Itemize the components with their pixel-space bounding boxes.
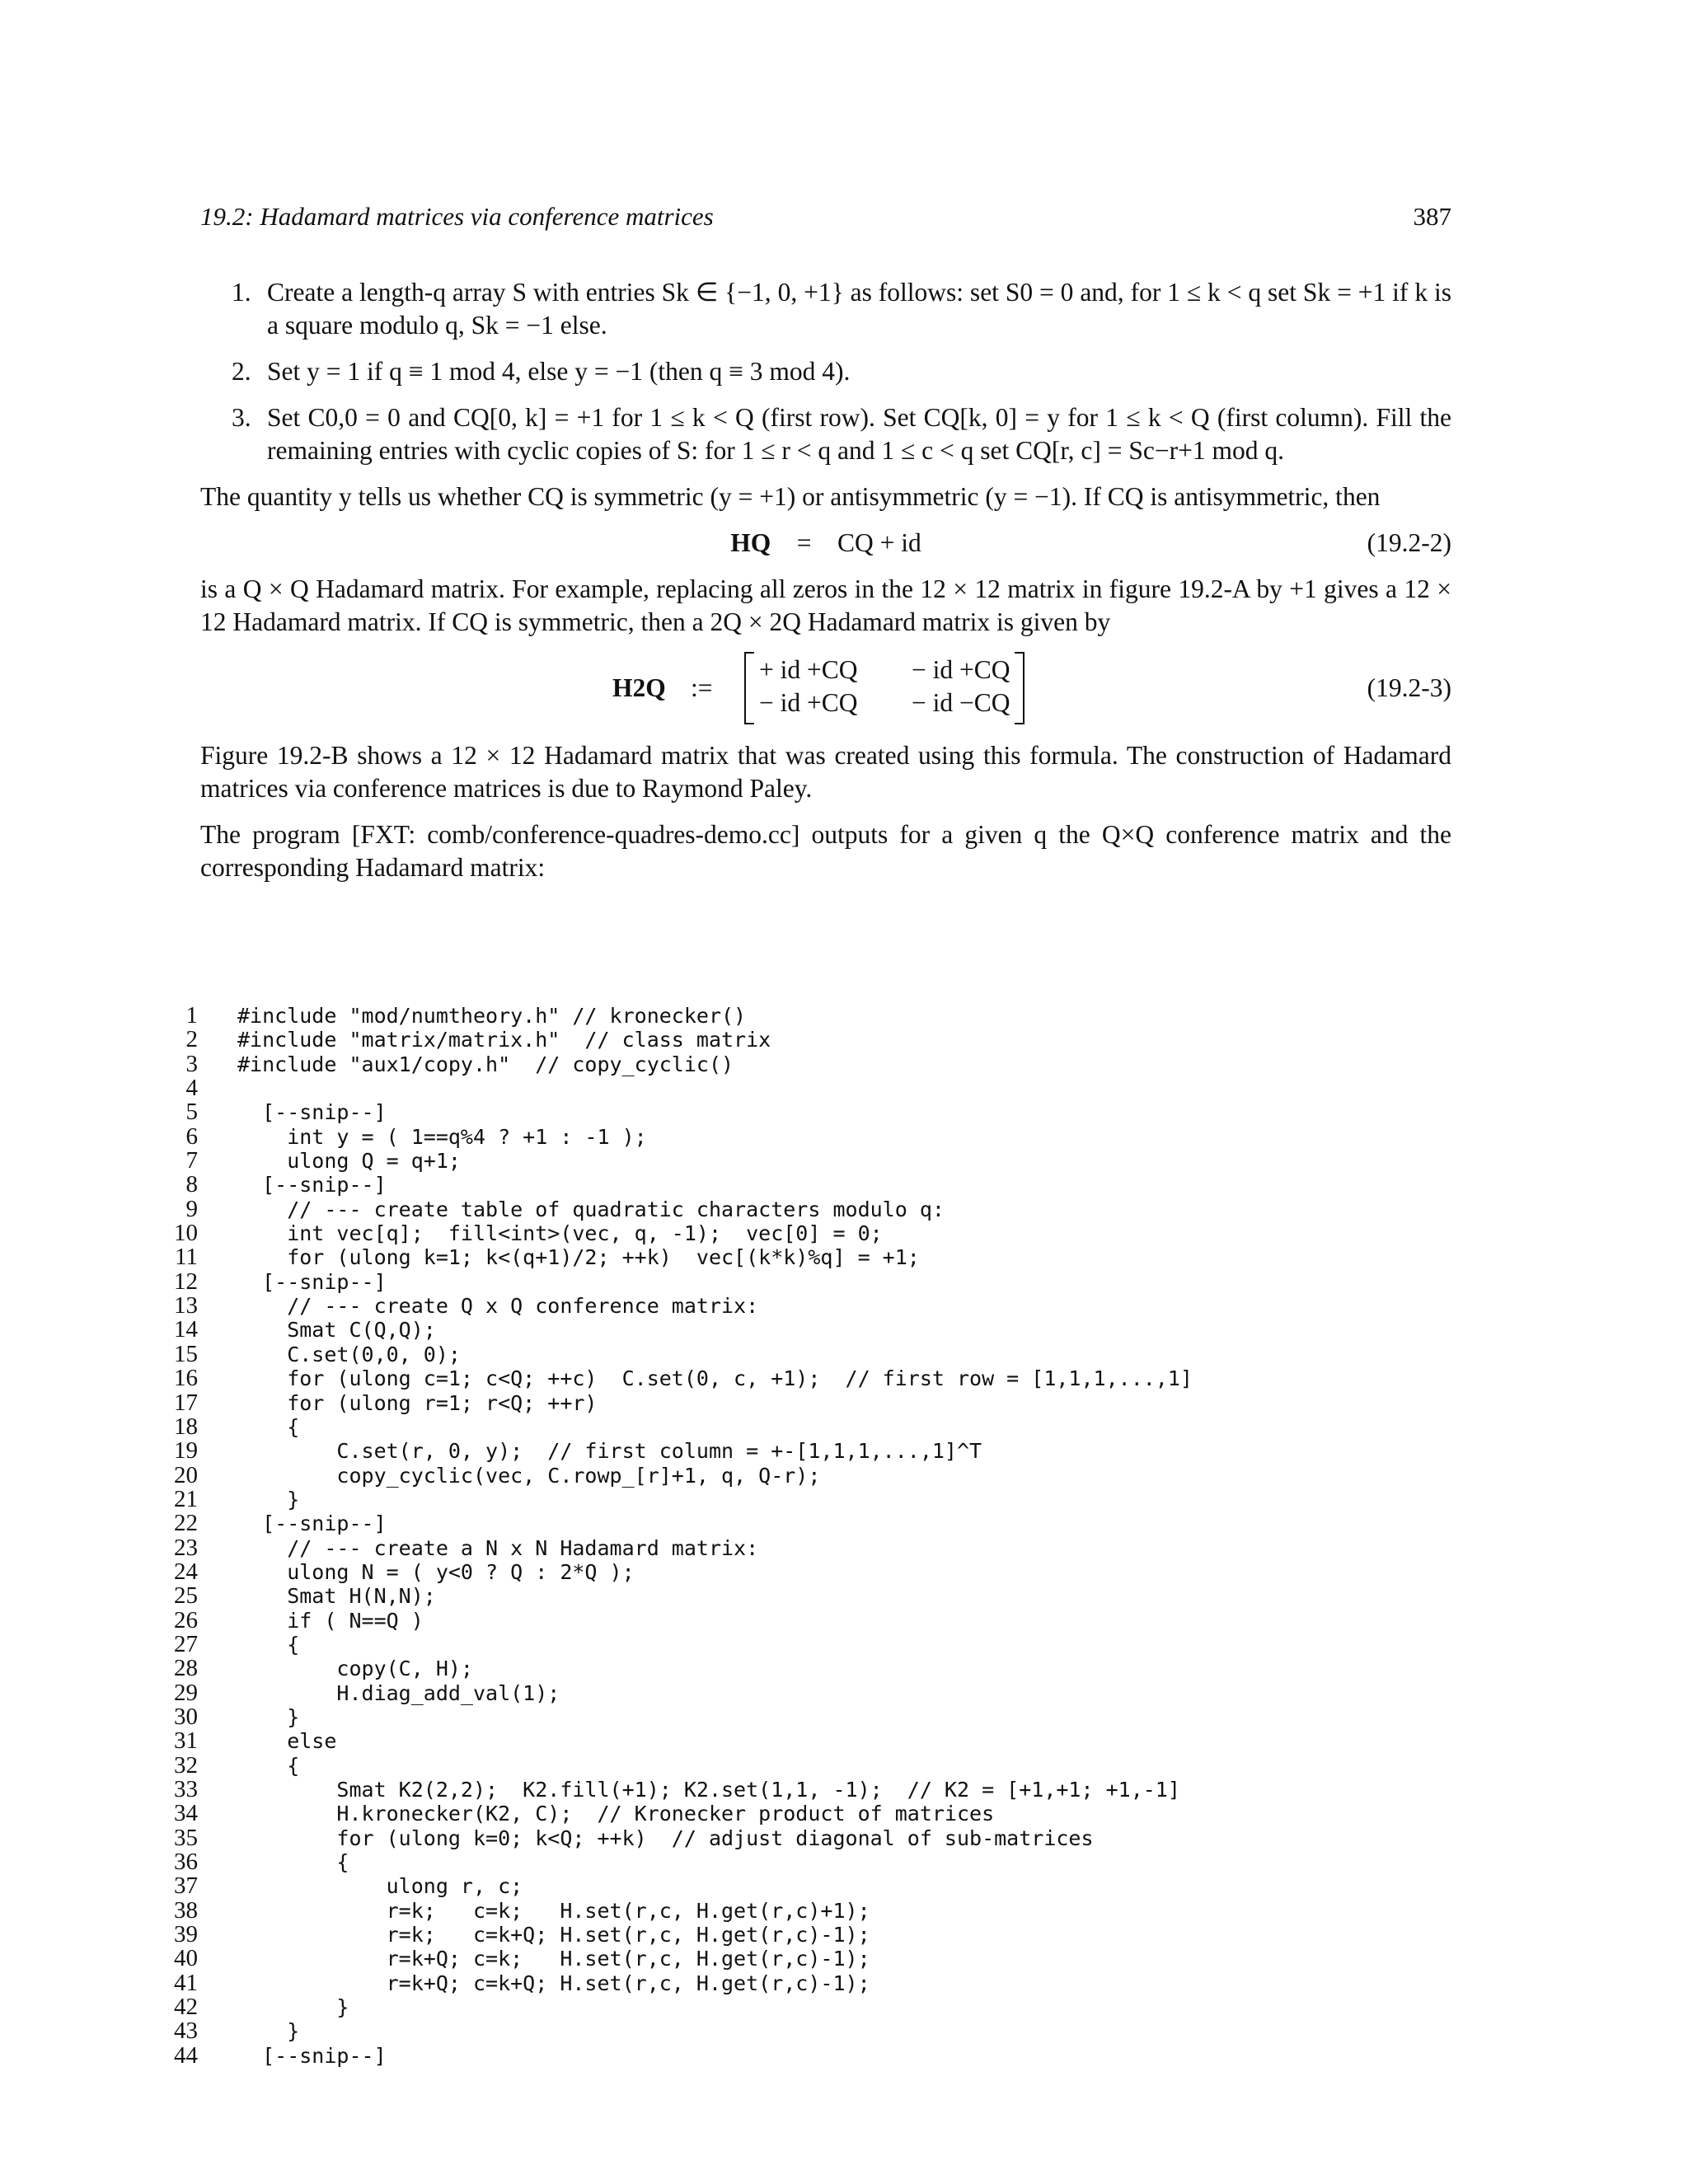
code-line bbox=[165, 1439, 1451, 1463]
code-line bbox=[165, 1149, 1451, 1173]
code-text: ulong r, c; bbox=[237, 1874, 523, 1899]
equation-19-2-3 bbox=[200, 652, 1451, 726]
code-text: { bbox=[237, 1414, 300, 1439]
line-number: 11 bbox=[175, 1244, 198, 1271]
code-line bbox=[165, 1584, 1451, 1608]
equation-relation: = bbox=[796, 528, 812, 557]
code-line bbox=[165, 1485, 1451, 1512]
code-text: H.kronecker(K2, C); // Kronecker product of matrices bbox=[237, 1802, 995, 1826]
code-line bbox=[165, 1100, 1451, 1124]
code-text: [--snip--] bbox=[237, 2043, 387, 2068]
line-number: 6 bbox=[185, 1122, 198, 1150]
code-text: { bbox=[237, 1850, 349, 1875]
code-line bbox=[165, 1896, 1451, 1924]
line-number: 5 bbox=[185, 1099, 198, 1126]
line-number: 32 bbox=[174, 1751, 198, 1779]
code-text: } bbox=[237, 1704, 300, 1729]
code-text: } bbox=[237, 1487, 300, 1511]
equation-rhs: CQ + id bbox=[837, 528, 921, 557]
code-line bbox=[165, 1122, 1451, 1150]
code-line bbox=[165, 2019, 1451, 2043]
equation-expression bbox=[200, 527, 1451, 560]
code-text: { bbox=[237, 1632, 300, 1657]
line-number: 24 bbox=[174, 1558, 198, 1585]
matrix-entry-11: + id +CQ bbox=[759, 655, 858, 684]
step-number: 3. bbox=[232, 403, 251, 432]
code-line bbox=[165, 1657, 1451, 1680]
step-number: 1. bbox=[232, 278, 251, 307]
line-number: 34 bbox=[174, 1800, 198, 1827]
code-line bbox=[165, 1221, 1451, 1245]
code-line bbox=[165, 1173, 1451, 1197]
code-text: C.set(0,0, 0); bbox=[237, 1342, 461, 1366]
line-number: 14 bbox=[174, 1316, 198, 1343]
code-text: [--snip--] bbox=[237, 1269, 387, 1294]
right-bracket bbox=[1015, 652, 1025, 724]
code-text: Smat H(N,N); bbox=[237, 1584, 436, 1609]
line-number: 30 bbox=[174, 1703, 198, 1730]
line-number: 43 bbox=[174, 2018, 198, 2045]
line-number: 38 bbox=[174, 1896, 198, 1924]
code-line bbox=[165, 1923, 1451, 1947]
block-matrix bbox=[744, 652, 1025, 723]
equation-lhs: HQ bbox=[730, 528, 771, 557]
code-line bbox=[165, 1971, 1451, 1995]
code-text: for (ulong r=1; r<Q; ++r) bbox=[237, 1390, 598, 1415]
code-text: // --- create table of quadratic characters modulo q: bbox=[237, 1197, 945, 1221]
line-number: 31 bbox=[174, 1727, 198, 1755]
code-line bbox=[165, 1947, 1451, 1971]
code-line bbox=[165, 1536, 1451, 1560]
code-text: for (ulong k=0; k<Q; ++k) // adjust diagonal of sub-matrices bbox=[237, 1825, 1094, 1850]
code-text: { bbox=[237, 1753, 300, 1778]
code-line bbox=[165, 1004, 1451, 1028]
line-number: 12 bbox=[174, 1268, 198, 1295]
code-text: if ( N==Q ) bbox=[237, 1608, 424, 1633]
code-text: #include "aux1/copy.h" // copy_cyclic() bbox=[237, 1052, 734, 1076]
code-text: ulong Q = q+1; bbox=[237, 1149, 461, 1174]
code-line bbox=[165, 1511, 1451, 1535]
matrix-row-1 bbox=[759, 654, 1010, 687]
code-text: Smat K2(2,2); K2.fill(+1); K2.set(1,1, -1); // K2 = [+1,+1; +1,-1] bbox=[237, 1778, 1180, 1802]
code-line bbox=[165, 1729, 1451, 1753]
code-text: int vec[q]; fill<int>(vec, q, -1); vec[0] = 0; bbox=[237, 1221, 883, 1246]
code-line bbox=[165, 1874, 1451, 1898]
matrix-entry-22: − id −CQ bbox=[912, 688, 1010, 717]
code-line bbox=[165, 1366, 1451, 1390]
line-number: 20 bbox=[174, 1461, 198, 1488]
code-line bbox=[165, 1681, 1451, 1705]
line-number: 22 bbox=[174, 1510, 198, 1537]
code-line bbox=[165, 1802, 1451, 1825]
code-line bbox=[165, 1270, 1451, 1294]
code-line bbox=[165, 1850, 1451, 1874]
left-bracket bbox=[744, 652, 754, 724]
code-text: r=k+Q; c=k; H.set(r,c, H.get(r,c)-1); bbox=[237, 1947, 870, 1971]
code-text: copy(C, H); bbox=[237, 1657, 473, 1681]
line-number: 13 bbox=[174, 1292, 198, 1319]
line-number: 40 bbox=[174, 1945, 198, 1972]
code-text: [--snip--] bbox=[237, 1511, 387, 1536]
line-number: 42 bbox=[174, 1994, 198, 2021]
step-number: 2. bbox=[232, 357, 251, 386]
code-text: // --- create a N x N Hadamard matrix: bbox=[237, 1535, 759, 1560]
code-line bbox=[165, 1340, 1451, 1367]
code-line bbox=[165, 1995, 1451, 2019]
line-number: 23 bbox=[174, 1534, 198, 1561]
equation-number: (19.2-3) bbox=[1367, 673, 1451, 702]
code-text: ulong N = ( y<0 ? Q : 2*Q ); bbox=[237, 1559, 635, 1584]
code-line bbox=[165, 2041, 1451, 2069]
line-number: 2 bbox=[185, 1026, 198, 1053]
code-line bbox=[165, 1052, 1451, 1076]
code-text: #include "mod/numtheory.h" // kronecker() bbox=[237, 1004, 747, 1028]
line-number: 9 bbox=[185, 1195, 198, 1222]
code-line bbox=[165, 1826, 1451, 1850]
step-text: Create a length-q array S with entries Sk ∈ {−1, 0, +1} as follows: set S0 = 0 and, for 1 ≤ k < q set Sk = +1 if k is a square modulo q, Sk = −1 else. bbox=[267, 278, 1451, 340]
code-line bbox=[165, 1560, 1451, 1584]
code-text: r=k; c=k+Q; H.set(r,c, H.get(r,c)-1); bbox=[237, 1923, 870, 1947]
code-text: [--snip--] bbox=[237, 1173, 387, 1197]
code-line bbox=[165, 1705, 1451, 1729]
line-number: 16 bbox=[174, 1365, 198, 1392]
line-number: 36 bbox=[174, 1849, 198, 1876]
code-line bbox=[165, 1630, 1451, 1657]
code-line bbox=[165, 1391, 1451, 1415]
line-number: 44 bbox=[174, 2041, 198, 2069]
code-text: copy_cyclic(vec, C.rowp_[r]+1, q, Q-r); bbox=[237, 1463, 821, 1488]
equation-relation: := bbox=[691, 673, 713, 702]
code-line bbox=[165, 1751, 1451, 1779]
code-text: // --- create Q x Q conference matrix: bbox=[237, 1294, 759, 1319]
line-number: 27 bbox=[174, 1630, 198, 1657]
line-number: 10 bbox=[174, 1220, 198, 1247]
code-text: } bbox=[237, 2019, 300, 2044]
equation-number: (19.2-2) bbox=[1367, 528, 1451, 557]
line-number: 25 bbox=[174, 1582, 198, 1610]
step-text: Set C0,0 = 0 and CQ[0, k] = +1 for 1 ≤ k < Q (first row). Set CQ[k, 0] = y for 1 ≤ k < Q (first column). Fill the remaining entries with cyclic copies of S: for 1 ≤ r < q and 1 ≤ c < q set CQ[r, c] = Sc−r+1 mod q. bbox=[267, 403, 1451, 465]
code-listing bbox=[165, 1004, 1451, 2068]
code-text: C.set(r, 0, y); // first column = +-[1,1,1,...,1]^T bbox=[237, 1439, 982, 1464]
paragraph-paley: Figure 19.2-B shows a 12 × 12 Hadamard matrix that was created using this formula. The construction of Hadamard matrices via conference matrices is due to Raymond Paley. bbox=[200, 741, 1451, 803]
code-text: } bbox=[237, 1995, 349, 2020]
code-line bbox=[165, 1606, 1451, 1633]
section-title: 19.2: Hadamard matrices via conference matrices bbox=[200, 202, 714, 231]
line-number: 41 bbox=[174, 1969, 198, 1996]
equation-lhs: H2Q bbox=[612, 673, 666, 702]
step-1 bbox=[200, 276, 1451, 342]
code-line bbox=[165, 1294, 1451, 1318]
code-line bbox=[165, 1318, 1451, 1342]
code-line bbox=[165, 1245, 1451, 1269]
code-text: else bbox=[237, 1729, 337, 1754]
paragraph-program: The program [FXT: comb/conference-quadres-demo.cc] outputs for a given q the Q×Q conference matrix and the corresponding Hadamard matrix: bbox=[200, 820, 1451, 882]
line-number: 3 bbox=[185, 1050, 198, 1077]
code-text: #include "matrix/matrix.h" // class matrix bbox=[237, 1028, 771, 1052]
code-text: H.diag_add_val(1); bbox=[237, 1680, 560, 1705]
step-text: Set y = 1 if q ≡ 1 mod 4, else y = −1 (then q ≡ 3 mod 4). bbox=[267, 357, 851, 386]
code-text: [--snip--] bbox=[237, 1100, 387, 1125]
code-text: int y = ( 1==q%4 ? +1 : -1 ); bbox=[237, 1124, 647, 1149]
running-header bbox=[200, 202, 1451, 232]
line-number: 1 bbox=[185, 1002, 198, 1029]
code-text: for (ulong c=1; c<Q; ++c) C.set(0, c, +1); // first row = [1,1,1,...,1] bbox=[237, 1366, 1193, 1391]
algorithm-steps bbox=[200, 276, 1451, 467]
paragraph-hadamard: is a Q × Q Hadamard matrix. For example, replacing all zeros in the 12 × 12 matrix in figure 19.2-A by +1 gives a 12 × 12 Hadamard matrix. If CQ is symmetric, then a 2Q × 2Q Hadamard matrix is given by bbox=[200, 574, 1451, 636]
code-line bbox=[165, 1076, 1451, 1100]
line-number: 21 bbox=[174, 1485, 198, 1512]
matrix-row-2 bbox=[759, 687, 1010, 719]
line-number: 26 bbox=[174, 1606, 198, 1633]
line-number: 18 bbox=[174, 1413, 198, 1440]
code-line bbox=[165, 1778, 1451, 1802]
step-2 bbox=[200, 355, 1451, 388]
code-text: Smat C(Q,Q); bbox=[237, 1318, 436, 1343]
line-number: 29 bbox=[174, 1679, 198, 1706]
code-line bbox=[165, 1415, 1451, 1439]
page-body bbox=[200, 276, 1451, 898]
code-line bbox=[165, 1461, 1451, 1488]
line-number: 35 bbox=[174, 1824, 198, 1851]
equation-19-2-2 bbox=[200, 527, 1451, 560]
line-number: 4 bbox=[185, 1075, 198, 1102]
code-text: for (ulong k=1; k<(q+1)/2; ++k) vec[(k*k)%q] = +1; bbox=[237, 1245, 920, 1270]
page-number: 387 bbox=[1413, 202, 1451, 231]
step-3 bbox=[200, 401, 1451, 467]
code-text: r=k+Q; c=k+Q; H.set(r,c, H.get(r,c)-1); bbox=[237, 1971, 870, 1995]
code-text: r=k; c=k; H.set(r,c, H.get(r,c)+1); bbox=[237, 1898, 870, 1923]
line-number: 19 bbox=[174, 1437, 198, 1465]
line-number: 37 bbox=[174, 1872, 198, 1900]
paragraph-symmetry: The quantity y tells us whether CQ is symmetric (y = +1) or antisymmetric (y = −1). If CQ is antisymmetric, then bbox=[200, 482, 1381, 511]
line-number: 28 bbox=[174, 1655, 198, 1682]
code-line bbox=[165, 1197, 1451, 1221]
code-line bbox=[165, 1028, 1451, 1052]
line-number: 15 bbox=[174, 1340, 198, 1367]
line-number: 7 bbox=[185, 1147, 198, 1174]
line-number: 8 bbox=[185, 1171, 198, 1198]
line-number: 33 bbox=[174, 1776, 198, 1802]
matrix-entry-21: − id +CQ bbox=[759, 688, 858, 717]
line-number: 17 bbox=[174, 1389, 198, 1416]
line-number: 39 bbox=[174, 1921, 198, 1948]
matrix-entry-12: − id +CQ bbox=[912, 655, 1010, 684]
